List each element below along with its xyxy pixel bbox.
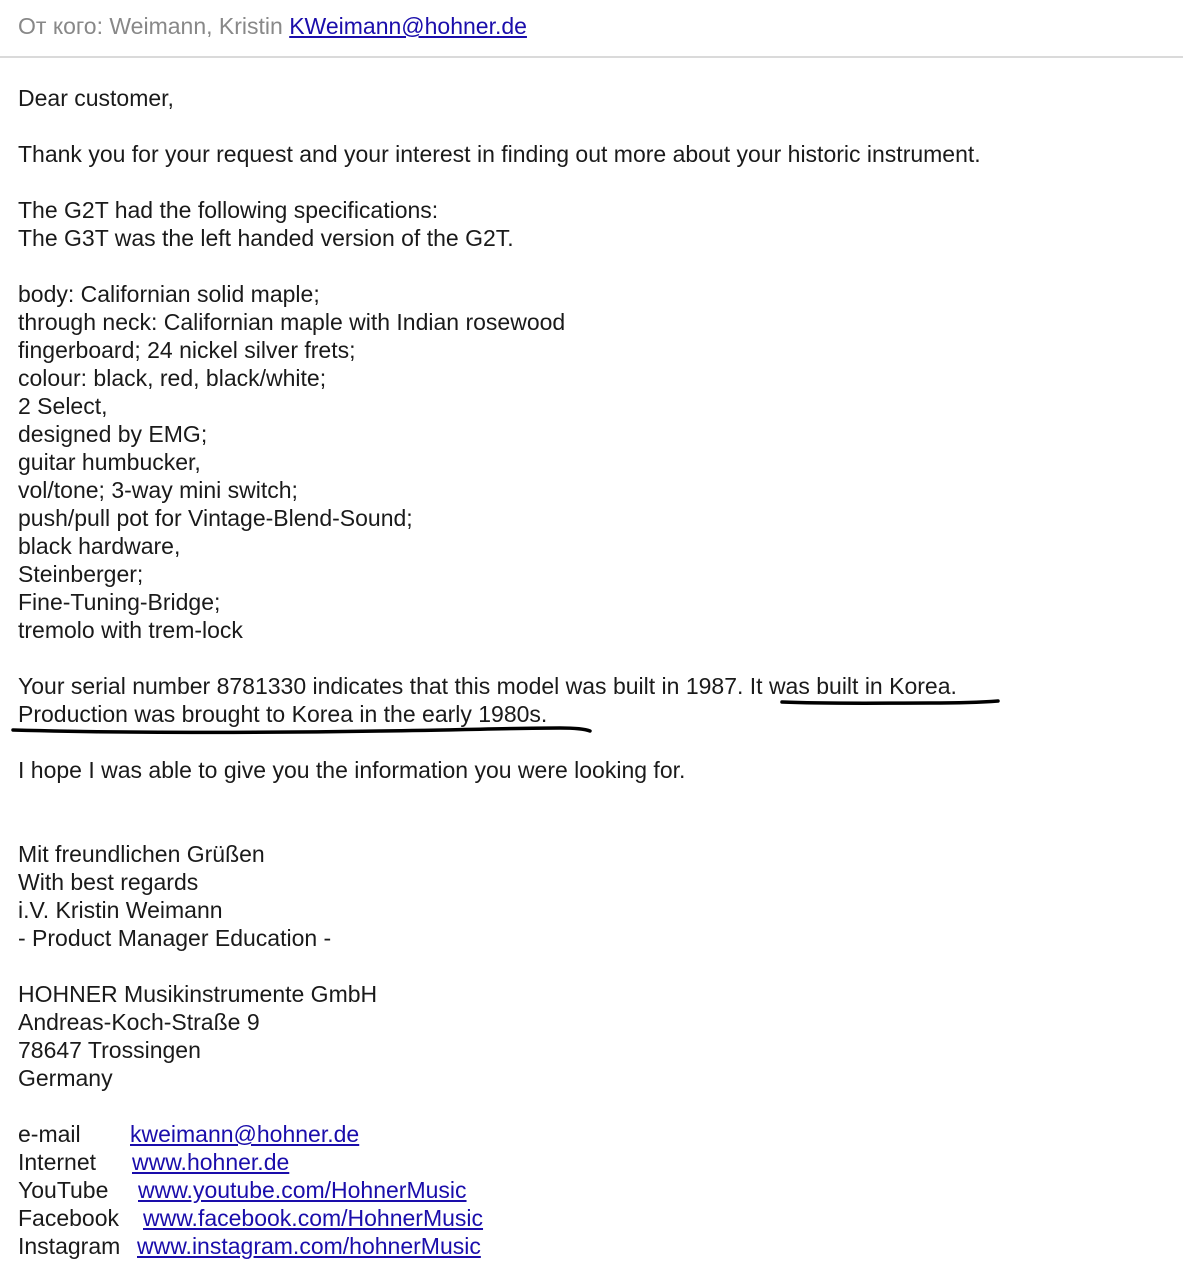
contact-youtube-link[interactable]: www.youtube.com/HohnerMusic (138, 1177, 467, 1203)
from-label: От кого: (18, 13, 103, 39)
contact-row-email (18, 1120, 1168, 1148)
serial-number-line (18, 672, 1168, 700)
production-korea-highlight: Production was brought to Korea in the early 1980s. (18, 701, 548, 727)
contact-label-internet: Internet (18, 1149, 96, 1175)
contact-row-youtube (18, 1176, 1168, 1204)
contact-label-youtube: YouTube (18, 1177, 109, 1203)
spec-item: Steinberger; (18, 561, 144, 587)
contact-label-facebook: Facebook (18, 1205, 120, 1231)
closing-german: Mit freundlichen Grüßen (18, 841, 265, 867)
contact-row-internet (18, 1148, 1168, 1176)
company-street: Andreas-Koch-Straße 9 (18, 1009, 260, 1035)
contact-label-instagram: Instagram (18, 1233, 121, 1259)
spec-item: fingerboard; 24 nickel silver frets; (18, 337, 356, 363)
contact-row-instagram (18, 1232, 1168, 1260)
spec-item: through neck: Californian maple with Indian rosewood (18, 309, 566, 335)
spec-item: 2 Select, (18, 393, 108, 419)
company-city: 78647 Trossingen (18, 1037, 201, 1063)
hope-paragraph: I hope I was able to give you the information you were looking for. (18, 757, 686, 783)
spec-item: colour: black, red, black/white; (18, 365, 327, 391)
closing-english: With best regards (18, 869, 199, 895)
serial-number-text: Your serial number 8781330 indicates that this model was built in 1987. (18, 673, 750, 699)
contact-email-link[interactable]: kweimann@hohner.de (130, 1121, 360, 1147)
contact-row-facebook (18, 1204, 1168, 1232)
spec-intro-g3t: The G3T was the left handed version of the G2T. (18, 225, 514, 251)
sender-name: Weimann, Kristin (109, 13, 283, 39)
company-name: HOHNER Musikinstrumente GmbH (18, 981, 378, 1007)
spec-item: designed by EMG; (18, 421, 208, 447)
spec-intro-g2t: The G2T had the following specifications: (18, 197, 439, 223)
spec-item: black hardware, (18, 533, 181, 559)
thanks-paragraph: Thank you for your request and your interest in finding out more about your historic instrument. (18, 141, 981, 167)
spec-item: Fine-Tuning-Bridge; (18, 589, 221, 615)
from-line (18, 12, 527, 40)
spec-item: tremolo with trem-lock (18, 617, 243, 643)
signature-title: - Product Manager Education - (18, 925, 332, 951)
spec-item: body: Californian solid maple; (18, 281, 320, 307)
contact-website-link[interactable]: www.hohner.de (132, 1149, 290, 1175)
email-body (18, 84, 1168, 1260)
contact-facebook-link[interactable]: www.facebook.com/HohnerMusic (143, 1205, 484, 1231)
built-in-korea-highlight: It was built in Korea. (749, 673, 957, 699)
signature-name: i.V. Kristin Weimann (18, 897, 223, 923)
sender-email-link[interactable]: KWeimann@hohner.de (289, 13, 527, 39)
greeting: Dear customer, (18, 85, 174, 111)
email-header (0, 0, 1183, 58)
company-country: Germany (18, 1065, 113, 1091)
contact-label-email: e-mail (18, 1121, 81, 1147)
spec-item: vol/tone; 3-way mini switch; (18, 477, 298, 503)
spec-item: push/pull pot for Vintage-Blend-Sound; (18, 505, 413, 531)
contact-instagram-link[interactable]: www.instagram.com/hohnerMusic (137, 1233, 481, 1259)
spec-item: guitar humbucker, (18, 449, 201, 475)
